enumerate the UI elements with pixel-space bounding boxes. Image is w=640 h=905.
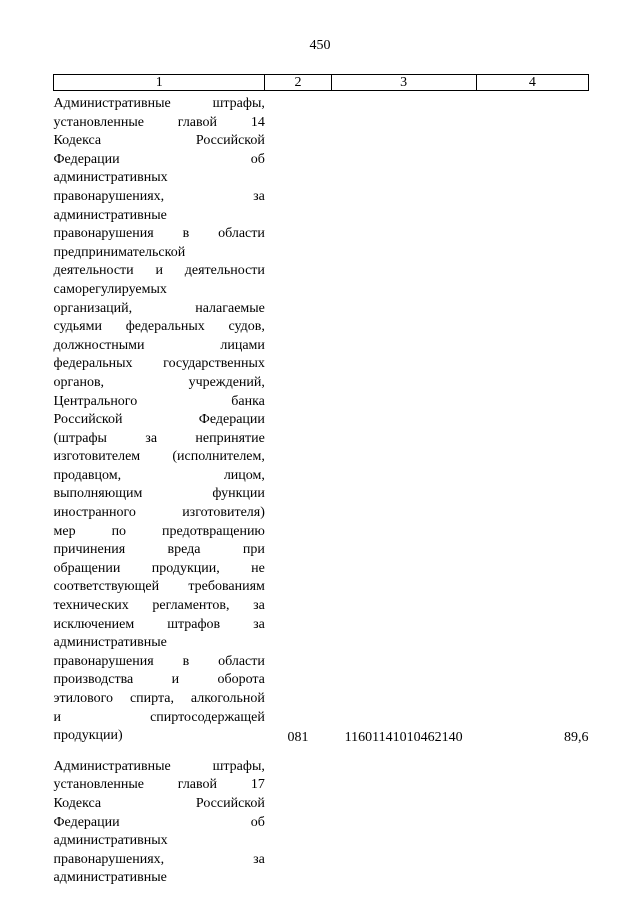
description-line: изготовителем (исполнителем,	[53, 449, 265, 465]
description-line: (штрафы за непринятие	[53, 430, 265, 446]
description-line: Центрального банка	[53, 393, 265, 409]
description-line: мер по предотвращению	[53, 523, 265, 539]
column-header-1: 1	[54, 75, 265, 91]
description-line: Федерации об	[53, 814, 265, 830]
description-line: иностранного изготовителя)	[53, 505, 265, 521]
description-line: судьями федеральных судов,	[53, 319, 265, 335]
table-row	[54, 746, 589, 888]
description-line: правонарушениях, за	[53, 851, 265, 867]
description-line: соответствующей требованиям	[53, 579, 265, 595]
description-line: должностными лицами	[53, 337, 265, 353]
description-line: органов, учреждений,	[53, 374, 265, 390]
column-header-2: 2	[265, 75, 331, 91]
description-line: технических регламентов, за	[53, 598, 265, 614]
table-header-row	[54, 75, 589, 91]
column-header-4: 4	[476, 75, 588, 91]
description-line: Кодекса Российской	[53, 133, 265, 149]
page-number: 450	[309, 38, 331, 53]
budget-table	[53, 74, 589, 888]
row-description	[54, 746, 265, 888]
row-description	[54, 91, 265, 746]
description-line: Административные штрафы,	[53, 96, 265, 111]
description-line: причинения вреда при	[53, 542, 265, 558]
description-line: выполняющим функции	[53, 486, 265, 502]
description-line: установленные главой 17	[53, 777, 265, 793]
description-line: исключением штрафов за	[53, 616, 265, 632]
description-line: административных	[53, 833, 168, 849]
description-line: Административные штрафы,	[53, 758, 265, 774]
description-line: обращении продукции, не	[53, 560, 265, 576]
description-line: деятельности и деятельности	[53, 263, 265, 279]
description-line: продавцом, лицом,	[53, 467, 265, 483]
description-line: административные	[53, 635, 167, 651]
description-line: организаций, налагаемые	[53, 300, 265, 316]
description-line: производства и оборота	[53, 672, 265, 688]
description-line: Федерации об	[53, 151, 265, 167]
description-line: этилового спирта, алкогольной	[53, 691, 265, 706]
table-row	[54, 91, 589, 746]
description-line: установленные главой 14	[53, 114, 265, 130]
description-line: федеральных государственных	[53, 356, 265, 372]
admin-code: 081	[287, 729, 309, 745]
description-line: административных	[53, 170, 168, 186]
description-line: Кодекса Российской	[53, 795, 265, 811]
kbk-code	[331, 746, 476, 888]
amount: 89,6	[564, 729, 589, 745]
description-line: правонарушения в области	[53, 226, 265, 242]
column-header-3: 3	[331, 75, 476, 91]
description-line: предпринимательской	[53, 244, 186, 260]
amount	[476, 746, 588, 888]
admin-code	[265, 746, 331, 888]
description-line: продукции)	[53, 728, 123, 744]
description-line: и спиртосодержащей	[53, 709, 265, 725]
kbk-code: 11601141010462140	[344, 729, 463, 745]
description-line: правонарушения в области	[53, 653, 265, 669]
description-line: правонарушениях, за	[53, 188, 265, 204]
description-line: административные	[53, 870, 167, 886]
description-line: административные	[53, 207, 167, 223]
description-line: саморегулируемых	[53, 281, 167, 297]
description-line: Российской Федерации	[53, 412, 265, 428]
